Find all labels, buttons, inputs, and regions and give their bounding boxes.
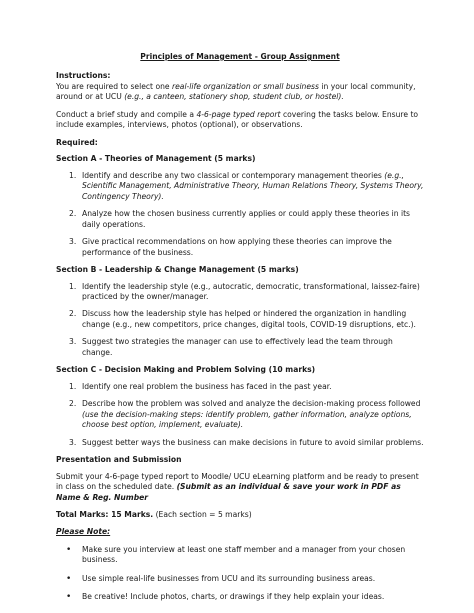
bullet-icon: • <box>66 592 72 603</box>
section-b-heading: Section B - Leadership & Change Management (5 marks) <box>56 265 299 275</box>
required-label: Required: <box>56 137 98 147</box>
instructions-paragraph-1: You are required to select one real-life organization or small business in your local community, around or at UCU (e.g., a canteen, stationery shop, student club, or hostel). <box>56 81 416 102</box>
list-item: • Use simple real-life businesses from UCU and its surrounding business areas. <box>66 573 376 584</box>
bullet-icon: • <box>66 544 72 555</box>
presentation-heading: Presentation and Submission <box>56 455 182 465</box>
instructions-paragraph-2: Conduct a brief study and compile a 4-6-page typed report covering the tasks below. Ensure to include examples, interviews, photos (optional), or observations. <box>56 109 419 130</box>
section-c-heading: Section C - Decision Making and Problem Solving (10 marks) <box>56 365 316 375</box>
list-item: • Be creative! Include photos, charts, or drawings if they help explain your ideas. <box>66 592 385 603</box>
list-item: 3. Suggest two strategies the manager can use to effectively lead the team through change. <box>69 337 393 357</box>
section-a-heading: Section A - Theories of Management (5 marks) <box>56 154 256 164</box>
list-item: 1. Identify and describe any two classical or contemporary management theories (e.g., Scientific Management, Administrative Theory, Human Relations Theory, Systems Theory, Contingency Theory). <box>69 170 424 201</box>
instructions-label: Instructions: <box>56 71 111 81</box>
list-item: 3. Give practical recommendations on how applying these theories can improve the performance of the business. <box>69 237 392 257</box>
page-title: Principles of Management - Group Assignment <box>140 52 340 61</box>
list-item: 2. Discuss how the leadership style has helped or hindered the organization in handling change (e.g., new competitors, price changes, digital tools, COVID-19 disruptions, etc.). <box>69 309 416 329</box>
section-b-list <box>56 282 424 359</box>
bullet-icon: • <box>66 573 72 584</box>
list-item: 2. Describe how the problem was solved and analyze the decision-making process followed (use the decision-making steps: identify problem, gather information, analyze options, choose best option, implement, evaluate). <box>69 399 421 430</box>
list-item: • Make sure you interview at least one staff member and a manager from your chosen business. <box>66 544 406 565</box>
list-item: 1. Identify the leadership style (e.g., autocratic, democratic, transformational, laissez-faire) practiced by the owner/manager. <box>69 281 420 301</box>
section-a-list <box>56 171 424 258</box>
note-list <box>56 545 424 603</box>
note-heading: Please Note: <box>56 527 111 537</box>
presentation-paragraph: Submit your 4-6-page typed report to Moodle/ UCU eLearning platform and be ready to present in class on the scheduled date. (Submit as an individual & save your work in PDF as Name & Reg. Number <box>56 471 419 502</box>
section-c-list <box>56 382 424 448</box>
list-item: 2. Analyze how the chosen business currently applies or could apply these theories in its daily operations. <box>69 209 410 229</box>
list-item: 3. Suggest better ways the business can make decisions in future to avoid similar problems. <box>69 437 424 447</box>
list-item: 1. Identify one real problem the business has faced in the past year. <box>69 381 332 391</box>
total-marks: Total Marks: 15 Marks. (Each section = 5 marks) <box>56 510 252 519</box>
